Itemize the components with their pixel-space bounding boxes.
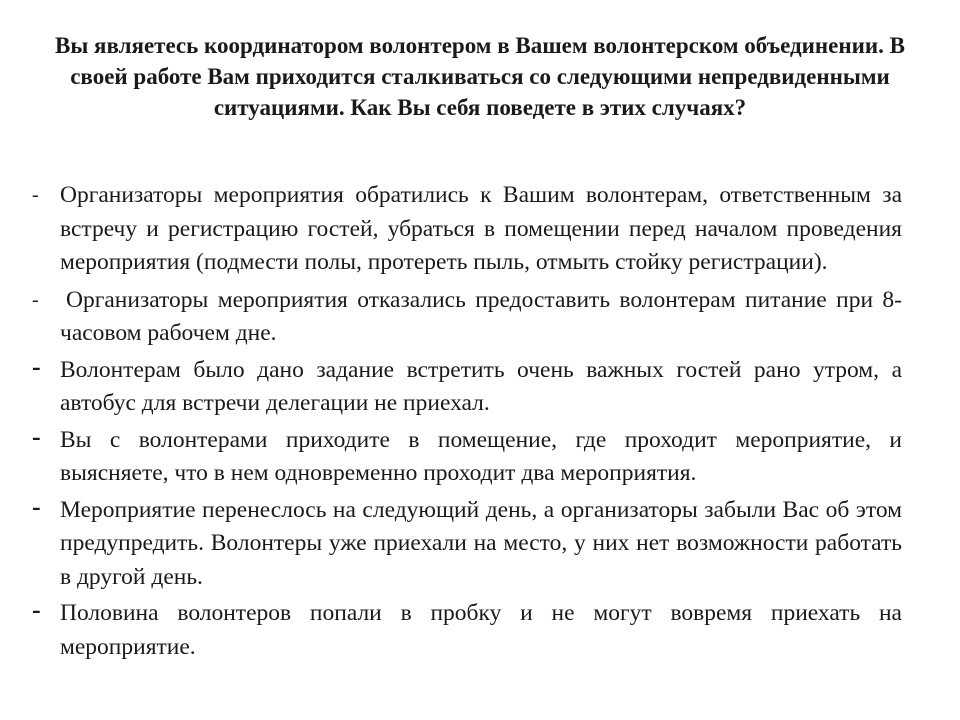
list-item [32,491,902,595]
list-item-text: Волонтерам было дано задание встретить очень важных гостей рано утром, а автобус для встречи делегации не приехал. [60,356,902,416]
list-item-text: Вы с волонтерами приходите в помещение, где проходит мероприятие, и выясняете, что в нем одновременно проходит два мероприятия. [60,426,902,486]
list-item [32,597,902,664]
dash-marker: - [32,595,41,624]
dash-marker: - [32,421,41,451]
list-item [32,179,902,280]
dash-marker: - [32,288,39,311]
list-item [32,421,902,491]
situation-list [32,179,902,667]
list-item [32,284,902,351]
list-item-text: Половина волонтеров попали в пробку и не могут вовремя приехать на мероприятие. [60,600,902,660]
list-item-text: Мероприятие перенеслось на следующий день, а организаторы забыли Вас об этом предупредить. Волонтеры уже приехали на место, у них нет возможности работать в другой день. [60,496,902,590]
dash-marker: - [32,491,41,521]
slide-title: Вы являетесь координатором волонтером в Вашем волонтерском объединении. В своей работе Вам приходится сталкиваться со следующими непредвиденными ситуациями. Как Вы себя поведете в этих случаях? [54,33,905,120]
list-item [32,351,902,421]
list-item-text: Организаторы мероприятия обратились к Вашим волонтерам, ответственным за встречу и регистрацию гостей, убраться в помещении перед началом проведения мероприятия (подмести полы, протереть пыль, отмыть стойку регистрации). [60,182,902,275]
dash-marker: - [32,351,41,381]
list-item-text: Организаторы мероприятия отказались предоставить волонтерам питание при 8-часовом рабочем дне. [60,286,902,346]
dash-marker: - [32,184,39,206]
